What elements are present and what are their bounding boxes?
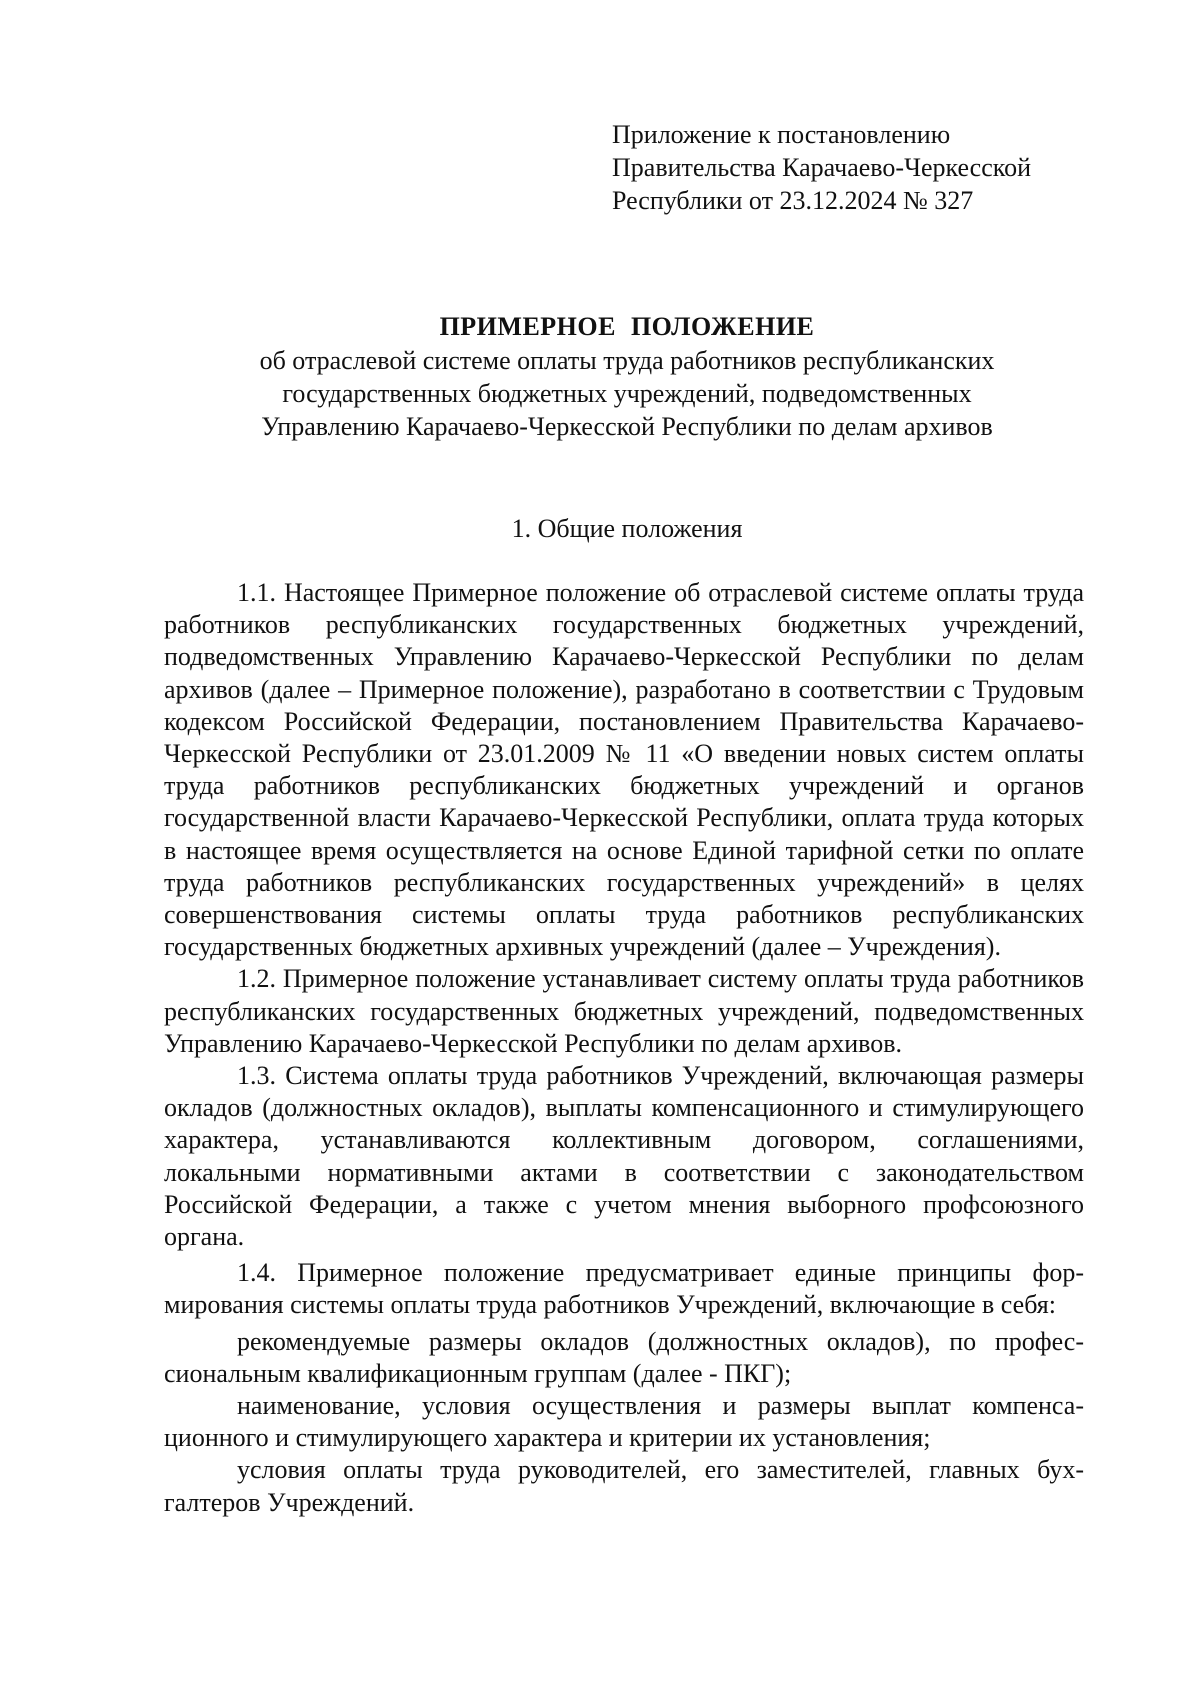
paragraph-1-3: 1.3. Система оплаты труда работников Учреждений, включающая размеры окладов (должностных окладов), выплаты компенсационного и стимулирующего характера, устанавливаются коллективным договором, соглашениями, локальными нормативными актами в соответствии с законодательством Российской Федерации, а также с учетом мнения выборного профсоюзного органа. xyxy=(164,1061,1084,1252)
list-item-salaries: рекомендуемые размеры окладов (должностных окладов), по профессиональным квалификационным группам (далее - ПКГ); xyxy=(164,1326,1084,1388)
list-item-payments: наименование, условия осуществления и размеры выплат компенсационного и стимулирующего характера и критерии их установления; xyxy=(164,1391,1084,1453)
subtitle-line: об отраслевой системе оплаты труда работников республиканских xyxy=(259,346,995,375)
document-title-block xyxy=(160,310,1094,443)
document-title: ПРИМЕРНОЕ ПОЛОЖЕНИЕ xyxy=(439,312,815,341)
subtitle-line: Управлению Карачаево-Черкесской Республики по делам архивов xyxy=(261,412,993,441)
list-item-management-pay: условия оплаты труда руководителей, его заместителей, главных бухгалтеров Учреждений. xyxy=(164,1455,1084,1517)
paragraph-1-1: 1.1. Настоящее Примерное положение об отраслевой системе оплаты труда работников республиканских государственных бюджетных учреждений, подведомственных Управлению Карачаево-Черкесской Республики по делам архивов (далее – Примерное положение), разработано в соответствии с Трудовым кодексом Российской Федерации, постановлением Правительства Карачаево-Черкесской Республики от 23.01.2009 № 11 «О введении новых систем оплаты труда работников республиканских бюджетных учреждений и органов государственной власти Карачаево-Черкесской Республики, оплата труда которых в настоящее время осуществляется на основе Единой тарифной сетки по оплате труда работников республиканских государственных учреждений» в целях совершенствования системы оплаты труда работников республиканских государственных бюджетных архивных учреждений (далее – Учреждения). xyxy=(164,578,1084,962)
paragraph-1-4: 1.4. Примерное положение предусматривает единые принципы формирования системы оплаты труда работников Учреждений, включающие в себя: xyxy=(164,1258,1084,1320)
appendix-line: Правительства Карачаево-Черкесской xyxy=(612,153,1031,182)
section-title: 1. Общие положения xyxy=(511,514,743,543)
paragraph-1-2: 1.2. Примерное положение устанавливает систему оплаты труда работников республиканских государственных бюджетных учреждений, подведомственных Управлению Карачаево-Черкесской Республики по делам архивов. xyxy=(164,964,1084,1058)
appendix-line: Республики от 23.12.2024 № 327 xyxy=(612,186,974,215)
appendix-line: Приложение к постановлению xyxy=(612,120,951,149)
subtitle-line: государственных бюджетных учреждений, подведомственных xyxy=(282,379,972,408)
body-text xyxy=(164,577,1084,1519)
document-subtitle xyxy=(160,344,1094,443)
appendix-note xyxy=(612,118,1152,217)
